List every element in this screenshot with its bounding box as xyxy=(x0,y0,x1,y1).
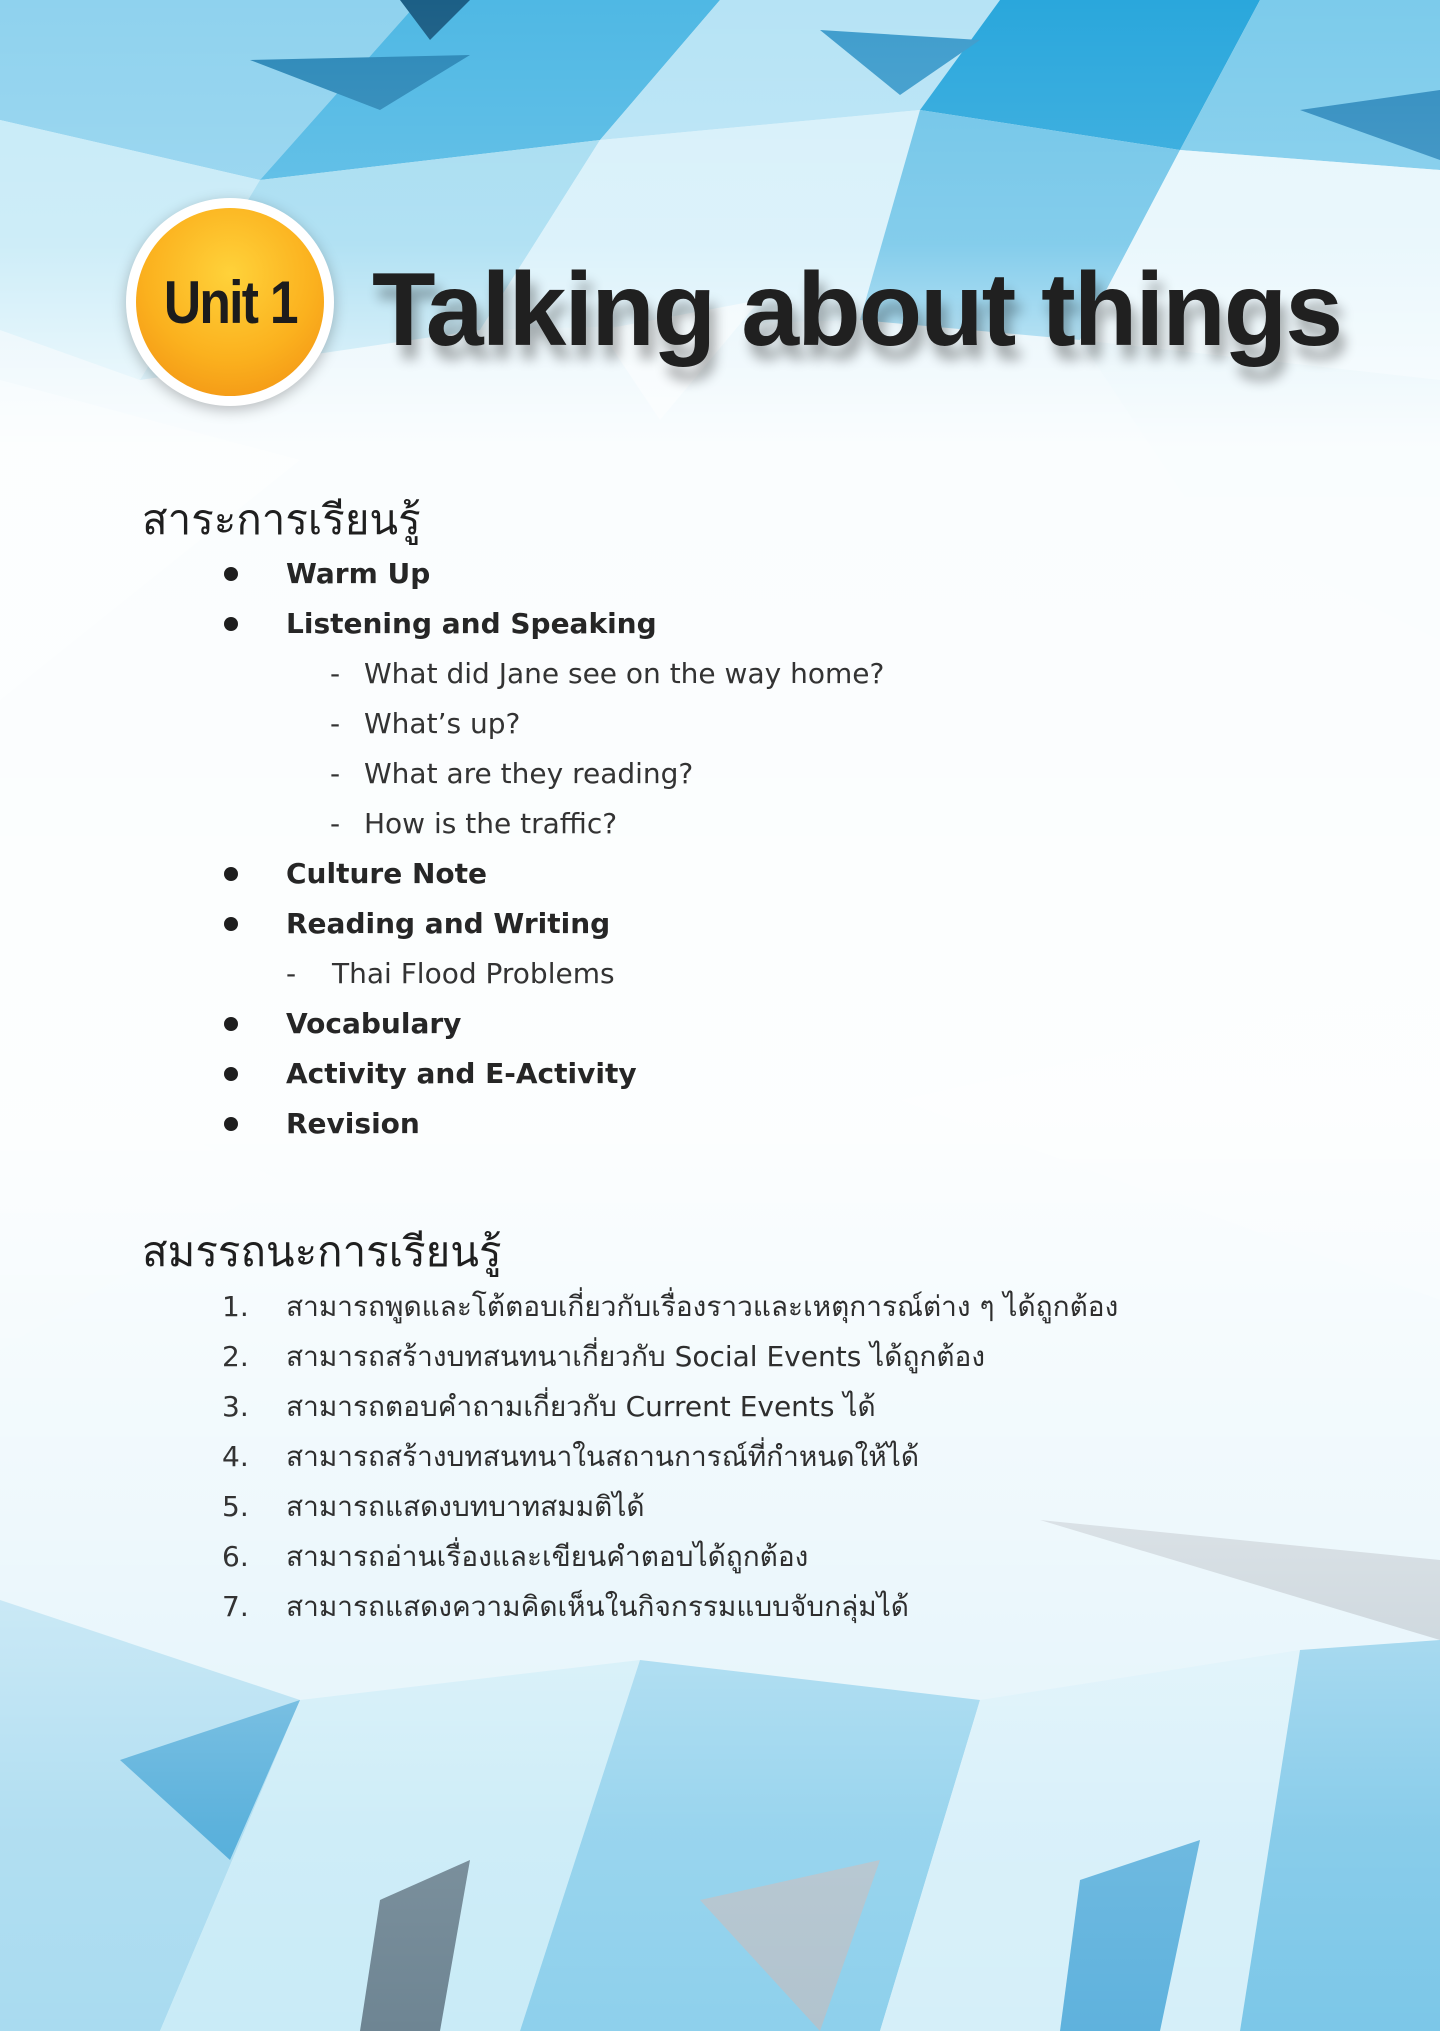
contents-subitem-label: What are they reading? xyxy=(364,757,694,790)
competency-item xyxy=(0,1335,1440,1379)
contents-subitem xyxy=(0,802,1440,846)
competency-text: สามารถตอบคำถามเกี่ยวกับ Current Events ได้ xyxy=(286,1390,876,1423)
bullet-icon xyxy=(224,617,238,631)
bullet-icon xyxy=(224,567,238,581)
unit-badge-label: Unit 1 xyxy=(163,268,297,336)
competency-number: 6. xyxy=(222,1540,249,1573)
competency-item xyxy=(0,1585,1440,1629)
unit-title: Talking about things xyxy=(372,252,1342,368)
competency-number: 4. xyxy=(222,1440,249,1473)
contents-item xyxy=(0,1002,1440,1046)
contents-item-label: Reading and Writing xyxy=(286,907,611,940)
bullet-icon xyxy=(224,917,238,931)
contents-item-label: Vocabulary xyxy=(286,1007,462,1040)
contents-item-label: Activity and E-Activity xyxy=(286,1057,637,1090)
dash-marker: - xyxy=(286,957,297,990)
competency-text: สามารถพูดและโต้ตอบเกี่ยวกับเรื่องราวและเหตุการณ์ต่าง ๆ ได้ถูกต้อง xyxy=(286,1290,1119,1323)
bullet-icon xyxy=(224,1067,238,1081)
contents-subitem-label: Thai Flood Problems xyxy=(332,957,615,990)
competency-text: สามารถอ่านเรื่องและเขียนคำตอบได้ถูกต้อง xyxy=(286,1540,809,1573)
contents-item-label: Warm Up xyxy=(286,557,431,590)
competency-number: 3. xyxy=(222,1390,249,1423)
competency-number: 1. xyxy=(222,1290,249,1323)
contents-item-label: Culture Note xyxy=(286,857,487,890)
contents-subitem-label: How is the traffic? xyxy=(364,807,618,840)
contents-subitem xyxy=(0,652,1440,696)
unit-badge-circle xyxy=(136,208,324,396)
unit-badge xyxy=(126,198,334,406)
competency-item xyxy=(0,1285,1440,1329)
competency-number: 5. xyxy=(222,1490,249,1523)
contents-item xyxy=(0,1052,1440,1096)
contents-subitem xyxy=(0,952,1440,996)
competency-text: สามารถสร้างบทสนทนาเกี่ยวกับ Social Events ได้ถูกต้อง xyxy=(286,1340,986,1373)
contents-item xyxy=(0,852,1440,896)
bullet-icon xyxy=(224,1117,238,1131)
competency-number: 2. xyxy=(222,1340,249,1373)
bullet-icon xyxy=(224,867,238,881)
competency-text: สามารถแสดงบทบาทสมมติได้ xyxy=(286,1490,645,1523)
contents-subitem-label: What did Jane see on the way home? xyxy=(364,657,885,690)
dash-marker: - xyxy=(330,807,341,840)
competency-number: 7. xyxy=(222,1590,249,1623)
contents-item-label: Listening and Speaking xyxy=(286,607,657,640)
competency-item xyxy=(0,1485,1440,1529)
competency-text: สามารถสร้างบทสนทนาในสถานการณ์ที่กำหนดให้ได้ xyxy=(286,1440,920,1473)
competencies-heading: สมรรถนะการเรียนรู้ xyxy=(142,1227,502,1276)
competency-item xyxy=(0,1435,1440,1479)
competency-item xyxy=(0,1535,1440,1579)
contents-subitem xyxy=(0,752,1440,796)
competency-text: สามารถแสดงความคิดเห็นในกิจกรรมแบบจับกลุ่มได้ xyxy=(286,1590,909,1623)
contents-item xyxy=(0,602,1440,646)
contents-item xyxy=(0,1102,1440,1146)
bullet-icon xyxy=(224,1017,238,1031)
dash-marker: - xyxy=(330,757,341,790)
contents-heading: สาระการเรียนรู้ xyxy=(142,495,421,544)
contents-item xyxy=(0,902,1440,946)
contents-item xyxy=(0,552,1440,596)
dash-marker: - xyxy=(330,657,341,690)
contents-subitem-label: What’s up? xyxy=(364,707,521,740)
contents-item-label: Revision xyxy=(286,1107,420,1140)
contents-subitem xyxy=(0,702,1440,746)
dash-marker: - xyxy=(330,707,341,740)
competency-item xyxy=(0,1385,1440,1429)
